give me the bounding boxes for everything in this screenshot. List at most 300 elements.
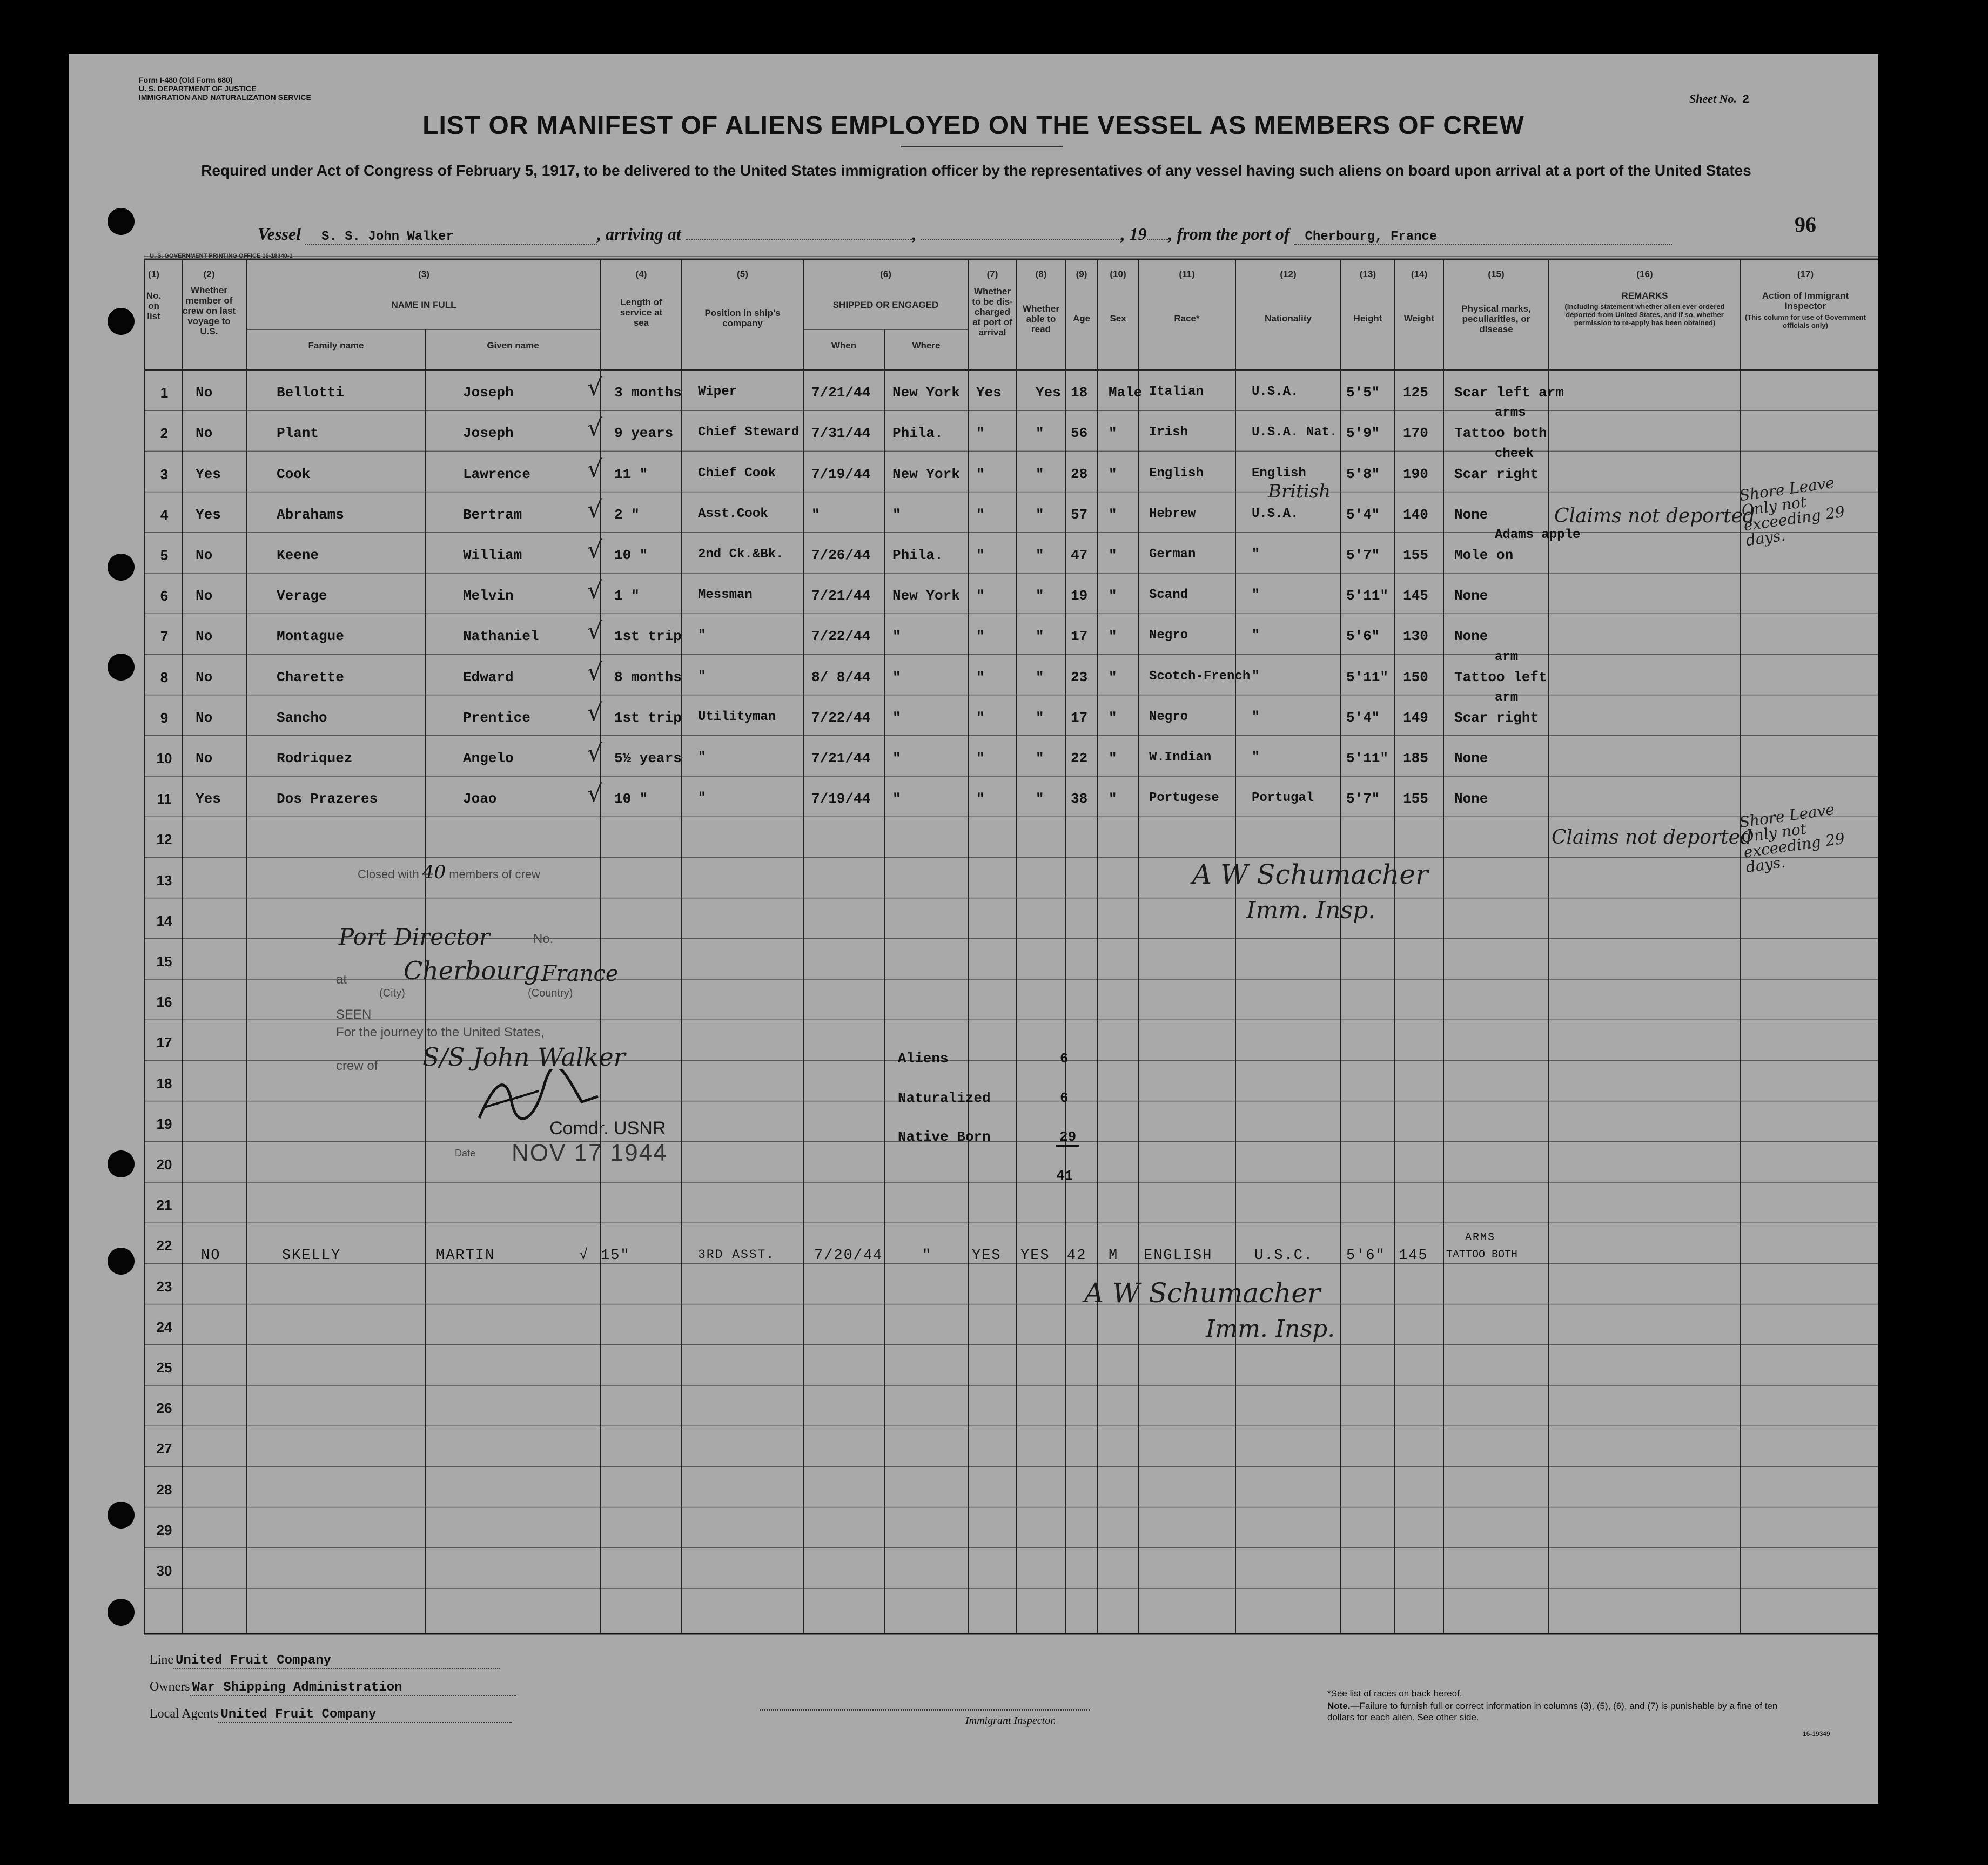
cell-discharged: " (976, 750, 985, 766)
row-number: 22 (156, 1237, 172, 1254)
row-number: 25 (156, 1359, 172, 1376)
cell-discharged: Yes (976, 385, 1002, 401)
cell-age: 23 (1071, 669, 1088, 685)
cell-where: New York (892, 588, 960, 604)
cell-marks: Scar right (1454, 709, 1539, 726)
cell-marks-top: arm (1495, 649, 1519, 664)
cell-read: " (1036, 750, 1044, 766)
cell-weight: 185 (1403, 750, 1428, 766)
check-mark: √ (587, 739, 603, 767)
cell-family: Keene (277, 547, 319, 563)
remark-row-3: Claims not deported (1554, 505, 1755, 527)
cell-read: " (1036, 466, 1044, 482)
check-mark: √ (587, 374, 603, 402)
check-mark: √ (587, 455, 603, 483)
col-header-service: Length of service at sea (620, 297, 663, 328)
action-row-3: Shore Leave Only not exceeding 29 days. (1738, 473, 1846, 550)
cell-family: Charette (277, 669, 344, 685)
cell-where: " (892, 628, 901, 645)
footer-note (1327, 1700, 1797, 1723)
cell-service: 10 " (614, 547, 648, 563)
cell-family: Rodriquez (277, 750, 353, 766)
row-number: 15 (156, 953, 172, 969)
cell-prev: Yes (196, 466, 221, 482)
footer-agents (150, 1707, 512, 1723)
row20-marks: TATTOO BOTH (1446, 1249, 1518, 1261)
cell-service: 5½ years (614, 750, 682, 766)
row20-marks-top: ARMS (1465, 1231, 1496, 1244)
cell-discharged: " (976, 791, 985, 807)
cell-discharged: " (976, 709, 985, 726)
cell-height: 5'7" (1346, 547, 1380, 563)
cell-nationality: U.S.A. Nat. (1252, 425, 1338, 440)
cell-race: Negro (1149, 628, 1188, 643)
col-header-height: Height (1353, 313, 1382, 324)
cell-given: Joseph (463, 425, 514, 442)
cell-position: " (698, 750, 706, 765)
col-header-name: NAME IN FULL (391, 300, 456, 310)
cell-where: " (892, 791, 901, 807)
cell-when: 7/19/44 (811, 466, 871, 482)
cell-read: " (1036, 425, 1044, 442)
row20-nationality: U.S.C. (1254, 1248, 1314, 1264)
col-num-14: (14) (1411, 269, 1428, 279)
col-num-12: (12) (1280, 269, 1297, 279)
cell-where: " (892, 750, 901, 766)
cell-when: 7/21/44 (811, 588, 871, 604)
row-number: 18 (156, 1075, 172, 1092)
cell-position: Messman (698, 588, 753, 603)
check-mark: √ (587, 698, 603, 726)
cell-family: Sancho (277, 709, 327, 726)
cell-service: 8 months (614, 669, 682, 685)
cell-race: English (1149, 466, 1204, 481)
col-num-13: (13) (1359, 269, 1376, 279)
cell-weight: 140 (1403, 506, 1428, 523)
row-number: 28 (156, 1481, 172, 1498)
totals-aliens-label: Aliens (898, 1051, 949, 1067)
footer-owners (150, 1680, 516, 1696)
cell-sex: " (1109, 547, 1117, 563)
cell-prev: No (196, 750, 213, 766)
cell-given: Bertram (463, 506, 522, 523)
check-mark: √ (587, 414, 603, 442)
cell-height: 5'6" (1346, 628, 1380, 645)
row20-family: SKELLY (282, 1248, 341, 1264)
col-num-11: (11) (1179, 269, 1195, 279)
cell-service: 3 months (614, 385, 682, 401)
cell-service: 1st trip (614, 709, 682, 726)
cell-family: Plant (277, 425, 319, 442)
cell-race: Irish (1149, 425, 1188, 440)
cell-discharged: " (976, 547, 985, 563)
cell-sex: " (1109, 709, 1117, 726)
cell-where: " (892, 709, 901, 726)
cell-family: Bellotti (277, 385, 344, 401)
inspector-signature-1: A W Schumacher (1192, 859, 1428, 890)
cell-service: 10 " (614, 791, 648, 807)
cell-when: 7/22/44 (811, 628, 871, 645)
row20-read: YES (1020, 1248, 1050, 1264)
row20-service: 15" (601, 1248, 630, 1264)
cell-marks: Tattoo both (1454, 425, 1547, 442)
cell-nationality: " (1252, 750, 1260, 765)
cell-discharged: " (976, 588, 985, 604)
closed-with (358, 861, 540, 883)
row20-prev: NO (201, 1248, 221, 1264)
row20-position: 3RD ASST. (698, 1248, 775, 1262)
col-header-nationality: Nationality (1265, 313, 1312, 324)
row-number: 14 (156, 912, 172, 929)
row-number: 2 (160, 425, 169, 442)
cell-read: " (1036, 506, 1044, 523)
col-num-5: (5) (737, 269, 748, 279)
closed-with-value: 40 (422, 861, 446, 883)
col-header-shipped: SHIPPED OR ENGAGED (832, 300, 939, 310)
footer-race-note: *See list of races on back hereof. (1327, 1688, 1462, 1699)
cell-height: 5'11" (1346, 669, 1389, 685)
row-number: 24 (156, 1318, 172, 1335)
stamp-date-label: Date (455, 1148, 476, 1159)
cell-nationality: " (1252, 709, 1260, 724)
cell-service: 9 years (614, 425, 674, 442)
cell-where: New York (892, 466, 960, 482)
cell-when: 7/22/44 (811, 709, 871, 726)
row-number: 8 (160, 669, 169, 685)
manifest-sheet (69, 54, 1878, 1804)
sheet-label: Sheet No. (1689, 92, 1737, 105)
stamp-city-caption: (City) (379, 987, 405, 999)
remark-row-11: Claims not deported (1552, 826, 1752, 849)
col-header-discharged: Whether to be dis-charged at port of arrival (972, 286, 1013, 338)
port-label: , from the port of (1168, 224, 1290, 244)
cell-given: William (463, 547, 522, 563)
cell-read: " (1036, 588, 1044, 604)
totals-naturalized-label: Naturalized (898, 1090, 991, 1106)
cell-sex: " (1109, 506, 1117, 523)
cell-height: 5'5" (1346, 385, 1380, 401)
cell-race: Italian (1149, 385, 1204, 400)
cell-family: Cook (277, 466, 311, 482)
cell-when: 7/19/44 (811, 791, 871, 807)
totals-aliens-value: 6 (1060, 1051, 1069, 1067)
footer-line-label: Line (150, 1653, 173, 1667)
inspector-signature-line (760, 1709, 1090, 1711)
cell-where: New York (892, 385, 960, 401)
cell-marks: Scar left arm (1454, 385, 1564, 401)
cell-family: Dos Prazeres (277, 791, 378, 807)
cell-nationality: " (1252, 628, 1260, 643)
row-number: 9 (160, 709, 169, 726)
cell-marks-top: Adams apple (1495, 528, 1581, 542)
footer-note-text: —Failure to furnish full or correct information in columns (3), (5), (6), and (7) is punishable by a fine of ten dollars for each alien. See other side. (1327, 1701, 1778, 1722)
row-number: 7 (160, 628, 169, 645)
cell-prev: No (196, 588, 213, 604)
check-mark: √ (587, 780, 603, 808)
cell-nationality: U.S.A. (1252, 385, 1299, 400)
totals-native-label: Native Born (898, 1129, 991, 1145)
cell-nationality: " (1252, 669, 1260, 684)
cell-age: 18 (1071, 385, 1088, 401)
cell-given: Angelo (463, 750, 514, 766)
cell-where: " (892, 669, 901, 685)
cell-weight: 190 (1403, 466, 1428, 482)
row-number: 23 (156, 1278, 172, 1295)
stamp-country-caption: (Country) (528, 987, 573, 999)
cell-weight: 125 (1403, 385, 1428, 401)
col-header-family: Family name (308, 340, 364, 351)
col-header-where: Where (912, 340, 941, 351)
cell-race: German (1149, 547, 1196, 562)
footer-agents-label: Local Agents (150, 1707, 219, 1721)
row-number: 27 (156, 1440, 172, 1457)
cell-weight: 149 (1403, 709, 1428, 726)
col-num-3: (3) (418, 269, 429, 279)
col-header-weight: Weight (1403, 313, 1435, 324)
col-header-remarks: REMARKS (1621, 291, 1668, 301)
cell-read: " (1036, 628, 1044, 645)
cell-family: Montague (277, 628, 344, 645)
cell-weight: 170 (1403, 425, 1428, 442)
cell-sex: " (1109, 425, 1117, 442)
row20-check-mark: √ (579, 1248, 589, 1264)
inspector-title-1: Imm. Insp. (1246, 897, 1376, 924)
col-header-when: When (831, 340, 857, 351)
row-number: 16 (156, 994, 172, 1011)
page-title: LIST OR MANIFEST OF ALIENS EMPLOYED ON THE VESSEL AS MEMBERS OF CREW (422, 111, 1524, 140)
footer-inspector-caption: Immigrant Inspector. (965, 1715, 1056, 1727)
cell-age: 28 (1071, 466, 1088, 482)
cell-given: Nathaniel (463, 628, 539, 645)
port-name: Cherbourg, France (1294, 230, 1672, 245)
cell-marks: Mole on (1454, 547, 1514, 563)
row-number: 17 (156, 1034, 172, 1051)
cell-nationality: Portugal (1252, 791, 1314, 806)
stamp-crew-value: S/S John Walker (422, 1042, 626, 1072)
footer-owners-label: Owners (150, 1680, 190, 1694)
cell-discharged: " (976, 425, 985, 442)
cell-weight: 130 (1403, 628, 1428, 645)
cell-sex: " (1109, 466, 1117, 482)
cell-when: 7/21/44 (811, 750, 871, 766)
cell-position: Utilityman (698, 709, 776, 724)
cell-age: 57 (1071, 506, 1088, 523)
col-num-6: (6) (880, 269, 891, 279)
cell-given: Melvin (463, 588, 514, 604)
cell-age: 17 (1071, 628, 1088, 645)
footer-note-label: Note. (1327, 1701, 1351, 1711)
row-number: 3 (160, 466, 169, 482)
row20-height: 5'6" (1346, 1248, 1386, 1264)
closed-with-label: Closed with (358, 867, 419, 881)
cell-read: Yes (1036, 385, 1061, 401)
cell-race: Hebrew (1149, 506, 1196, 521)
check-mark: √ (587, 577, 603, 605)
col-num-10: (10) (1110, 269, 1126, 279)
cell-race: Scand (1149, 588, 1188, 603)
cell-position: Chief Steward (698, 425, 800, 440)
cell-race: Scotch-French (1149, 669, 1251, 684)
cell-height: 5'4" (1346, 709, 1380, 726)
cell-marks: Tattoo left (1454, 669, 1547, 685)
col-header-prev-voyage: Whether member of crew on last voyage to U.S. (182, 285, 236, 336)
cell-prev: No (196, 669, 213, 685)
row20-sex: M (1109, 1248, 1119, 1264)
row-number: 6 (160, 588, 169, 604)
check-mark: √ (587, 495, 603, 523)
cell-given: Lawrence (463, 466, 530, 482)
cell-marks-top: arm (1495, 690, 1519, 705)
cell-nationality: " (1252, 588, 1260, 603)
cell-family: Verage (277, 588, 327, 604)
footer-line-value: United Fruit Company (173, 1653, 500, 1669)
col-note-action: (This column for use of Government officials only) (1745, 313, 1866, 329)
col-num-7: (7) (986, 269, 998, 279)
col-num-4: (4) (635, 269, 647, 279)
cell-when: 8/ 8/44 (811, 669, 871, 685)
check-mark: √ (587, 536, 603, 564)
form-id-line: Form I-480 (Old Form 680) (139, 76, 233, 84)
row-number: 26 (156, 1400, 172, 1417)
cell-prev: No (196, 709, 213, 726)
cell-where: " (892, 506, 901, 523)
cell-service: 11 " (614, 466, 648, 482)
row-number: 12 (156, 831, 172, 848)
cell-marks: None (1454, 750, 1488, 766)
cell-discharged: " (976, 466, 985, 482)
row-number: 4 (160, 506, 169, 523)
cell-nationality: U.S.A. (1252, 506, 1299, 521)
cell-where: Phila. (892, 547, 943, 563)
cell-sex: " (1109, 750, 1117, 766)
stamp-crew-label: crew of (336, 1059, 378, 1073)
cell-prev: No (196, 628, 213, 645)
row-number: 5 (160, 547, 169, 563)
cell-position: " (698, 669, 706, 684)
sheet-value: 2 (1742, 93, 1750, 106)
stamp-journey: For the journey to the United States, (336, 1025, 545, 1040)
cell-sex: " (1109, 669, 1117, 685)
row-number: 10 (156, 750, 172, 766)
cell-prev: No (196, 547, 213, 563)
cell-marks: None (1454, 506, 1488, 523)
cell-age: 22 (1071, 750, 1088, 766)
col-header-position: Position in ship's company (704, 308, 781, 328)
stamp-officer-rank: Comdr. USNR (549, 1118, 666, 1139)
row20-discharged: YES (972, 1248, 1002, 1264)
row20-race: ENGLISH (1144, 1248, 1213, 1264)
cell-when: 7/26/44 (811, 547, 871, 563)
cell-race: Portugese (1149, 791, 1219, 806)
cell-marks: None (1454, 628, 1488, 645)
cell-height: 5'4" (1346, 506, 1380, 523)
col-num-17: (17) (1797, 269, 1814, 279)
cell-prev: No (196, 385, 213, 401)
cell-when: 7/21/44 (811, 385, 871, 401)
cell-given: Edward (463, 669, 514, 685)
cell-family: Abrahams (277, 506, 344, 523)
action-row-10: Shore Leave Only not exceeding 29 days. (1738, 800, 1846, 877)
col-num-16: (16) (1636, 269, 1653, 279)
cell-read: " (1036, 547, 1044, 563)
cell-age: 17 (1071, 709, 1088, 726)
cell-discharged: " (976, 669, 985, 685)
col-header-sex: Sex (1110, 313, 1126, 324)
cell-when: 7/31/44 (811, 425, 871, 442)
cell-read: " (1036, 791, 1044, 807)
cell-height: 5'11" (1346, 750, 1389, 766)
row-number: 19 (156, 1115, 172, 1132)
cell-sex: Male (1109, 385, 1143, 401)
cell-age: 38 (1071, 791, 1088, 807)
cell-weight: 155 (1403, 547, 1428, 563)
cell-race: Negro (1149, 709, 1188, 724)
year-prefix: , 19 (1120, 224, 1147, 244)
page-subtitle: Required under Act of Congress of February 5, 1917, to be delivered to the United States immigration officer by the representatives of any vessel having such aliens on board upon arrival at a port of the United States (201, 162, 1751, 179)
cell-position: 2nd Ck.&Bk. (698, 547, 784, 562)
cell-service: 1st trip (614, 628, 682, 645)
arriving-label: , arriving at (597, 224, 681, 244)
cell-position: Asst.Cook (698, 506, 768, 521)
cell-age: 56 (1071, 425, 1088, 442)
annotation-british: British (1268, 481, 1331, 502)
col-num-15: (15) (1488, 269, 1505, 279)
col-header-no: No. on list (146, 291, 162, 321)
col-header-read: Whether able to read (1023, 304, 1059, 334)
cell-marks-top: cheek (1495, 446, 1534, 461)
col-note-remarks: (Including statement whether alien ever ordered deported from United States, and if so, whether permission to re-apply has been obtained) (1564, 302, 1725, 327)
col-num-1: (1) (148, 269, 159, 279)
cell-age: 19 (1071, 588, 1088, 604)
col-header-race: Race* (1174, 313, 1200, 324)
corner-number: 96 (1795, 212, 1816, 237)
row-number: 29 (156, 1521, 172, 1538)
footer-line (150, 1653, 500, 1669)
row-number: 30 (156, 1563, 172, 1579)
col-header-age: Age (1072, 313, 1091, 324)
check-mark: √ (587, 658, 603, 686)
form-id-line: IMMIGRATION AND NATURALIZATION SERVICE (139, 93, 311, 102)
row20-when: 7/20/44 (814, 1248, 883, 1264)
check-mark: √ (587, 617, 603, 645)
col-header-marks: Physical marks, peculiarities, or disease (1461, 304, 1531, 334)
stamp-seen: SEEN (336, 1007, 372, 1022)
vessel-line: Vessel S. S. John Walker , arriving at , , 19 , from the port of Cherbourg, France (258, 224, 1672, 245)
col-num-2: (2) (203, 269, 215, 279)
footer-owners-value: War Shipping Administration (190, 1680, 516, 1696)
cell-prev: Yes (196, 506, 221, 523)
cell-read: " (1036, 669, 1044, 685)
cell-marks-top: arms (1495, 406, 1526, 421)
totals-naturalized-value: 6 (1060, 1090, 1069, 1106)
cell-height: 5'7" (1346, 791, 1380, 807)
row20-where: " (922, 1248, 932, 1264)
vessel-name: S. S. John Walker (305, 230, 597, 245)
row-number: 13 (156, 872, 172, 888)
cell-height: 5'11" (1346, 588, 1389, 604)
cell-sex: " (1109, 588, 1117, 604)
cell-height: 5'8" (1346, 466, 1380, 482)
totals-native-value: 29 (1056, 1129, 1079, 1147)
row-number: 11 (157, 791, 172, 807)
row-number: 1 (160, 385, 169, 401)
cell-sex: " (1109, 791, 1117, 807)
totals-sum-value: 41 (1056, 1168, 1073, 1184)
gpo-line: U. S. GOVERNMENT PRINTING OFFICE 16-18340-1 (150, 253, 293, 259)
cell-discharged: " (976, 628, 985, 645)
cell-service: 1 " (614, 588, 640, 604)
cell-sex: " (1109, 628, 1117, 645)
